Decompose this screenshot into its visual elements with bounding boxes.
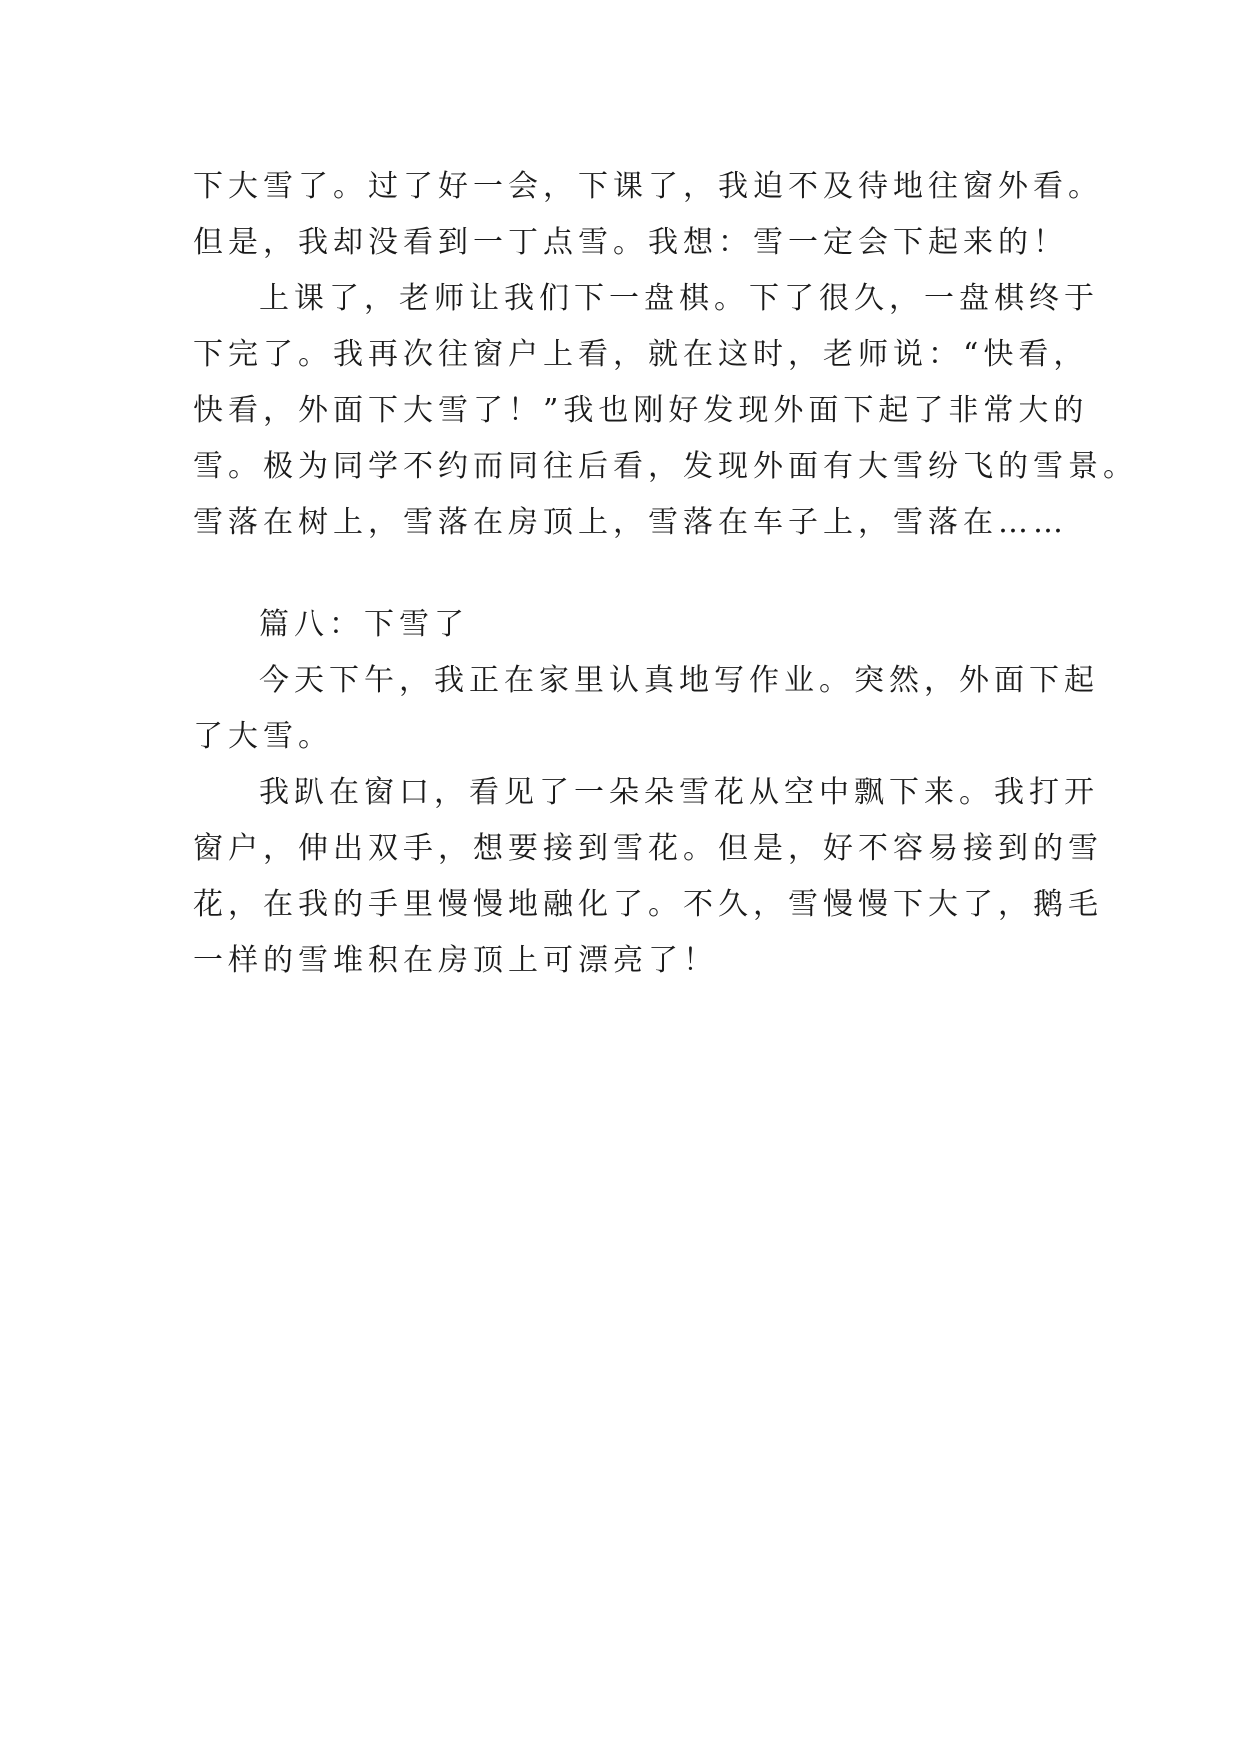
paragraph-line: 一样的雪堆积在房顶上可漂亮了！ — [193, 943, 718, 978]
paragraph-line: 窗户，伸出双手，想要接到雪花。但是，好不容易接到的雪 — [193, 831, 1103, 866]
paragraph-line: 今天下午，我正在家里认真地写作业。突然，外面下起 — [259, 663, 1099, 698]
section-title: 篇八：下雪了 — [259, 607, 469, 642]
paragraph-line: 快看，外面下大雪了！”我也刚好发现外面下起了非常大的 — [193, 393, 1089, 428]
paragraph-line: 我趴在窗口，看见了一朵朵雪花从空中飘下来。我打开 — [259, 775, 1099, 810]
paragraph-line: 雪。极为同学不约而同往后看，发现外面有大雪纷飞的雪景。 — [193, 449, 1138, 484]
paragraph-line: 了大雪。 — [193, 719, 333, 754]
essay-section-continued — [193, 159, 1138, 551]
paragraph-line: 下完了。我再次往窗户上看，就在这时，老师说：“快看， — [193, 337, 1089, 372]
paragraph-line: 雪落在树上，雪落在房顶上，雪落在车子上，雪落在…… — [193, 505, 1068, 540]
paragraph-line: 下大雪了。过了好一会，下课了，我迫不及待地往窗外看。 — [193, 169, 1103, 204]
paragraph-line: 上课了，老师让我们下一盘棋。下了很久，一盘棋终于 — [259, 281, 1099, 316]
paragraph-line: 花，在我的手里慢慢地融化了。不久，雪慢慢下大了，鹅毛 — [193, 887, 1103, 922]
essay-section-eight — [193, 597, 1103, 989]
paragraph-line: 但是，我却没看到一丁点雪。我想：雪一定会下起来的！ — [193, 225, 1068, 260]
